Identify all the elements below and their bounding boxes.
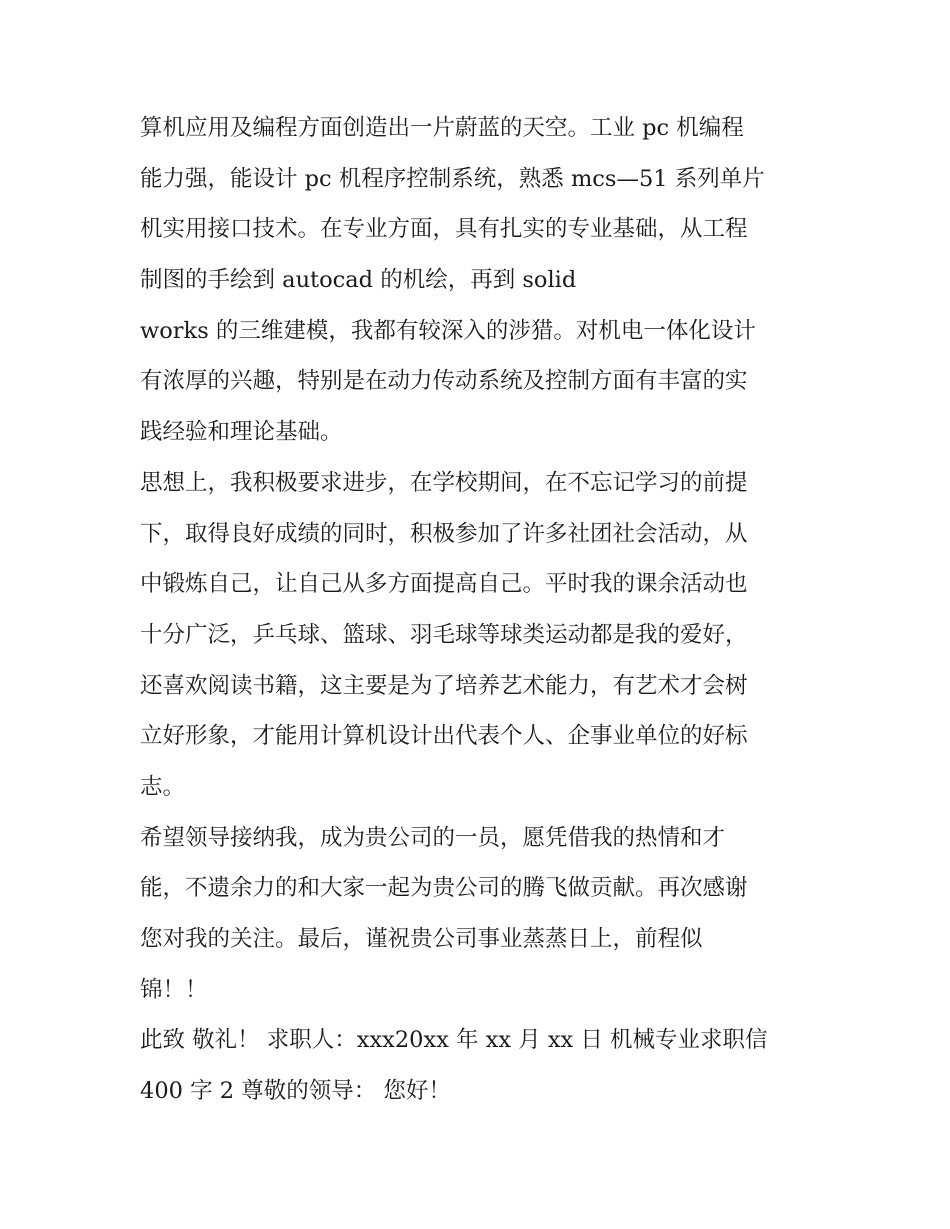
text-line-18: 锦！！ bbox=[140, 976, 208, 1003]
text-line-19: 此致 敬礼！ 求职人：xxx20xx 年 xx 月 xx 日 机械专业求职信 bbox=[140, 1027, 768, 1054]
letter-body bbox=[140, 103, 820, 1117]
text-line-9: 下，取得良好成绩的同时，积极参加了许多社团社会活动，从 bbox=[140, 520, 748, 547]
text-line-15: 希望领导接纳我，成为贵公司的一员，愿凭借我的热情和才 bbox=[140, 824, 726, 851]
text-line-1: 算机应用及编程方面创造出一片蔚蓝的天空。工业 pc 机编程 bbox=[140, 115, 744, 141]
text-line-14: 志。 bbox=[140, 773, 186, 800]
text-line-8: 思想上，我积极要求进步，在学校期间，在不忘记学习的前提 bbox=[140, 469, 748, 496]
text-line-13: 立好形象，才能用计算机设计出代表个人、企事业单位的好标 bbox=[140, 723, 748, 750]
text-line-5: works 的三维建模，我都有较深入的涉猎。对机电一体化设计 bbox=[140, 317, 756, 344]
text-line-17: 您对我的关注。最后，谨祝贵公司事业蒸蒸日上，前程似 bbox=[140, 926, 703, 952]
text-line-10: 中锻炼自己，让自己从多方面提高自己。平时我的课余活动也 bbox=[140, 571, 748, 598]
text-line-3: 机实用接口技术。在专业方面，具有扎实的专业基础，从工程 bbox=[140, 216, 748, 243]
text-line-20: 400 字 2 尊敬的领导： 您好！ bbox=[140, 1078, 451, 1105]
text-line-6: 有浓厚的兴趣，特别是在动力传动系统及控制方面有丰富的实 bbox=[140, 368, 748, 395]
text-line-2: 能力强，能设计 pc 机程序控制系统，熟悉 mcs—51 系列单片 bbox=[140, 165, 765, 192]
text-line-12: 还喜欢阅读书籍，这主要是为了培养艺术能力，有艺术才会树 bbox=[140, 672, 748, 699]
text-line-16: 能，不遗余力的和大家一起为贵公司的腾飞做贡献。再次感谢 bbox=[140, 875, 748, 902]
text-line-4: 制图的手绘到 autocad 的机绘，再到 solid bbox=[140, 267, 577, 294]
text-line-11: 十分广泛，乒乓球、篮球、羽毛球等球类运动都是我的爱好， bbox=[140, 621, 748, 648]
text-line-7: 践经验和理论基础。 bbox=[140, 419, 343, 446]
